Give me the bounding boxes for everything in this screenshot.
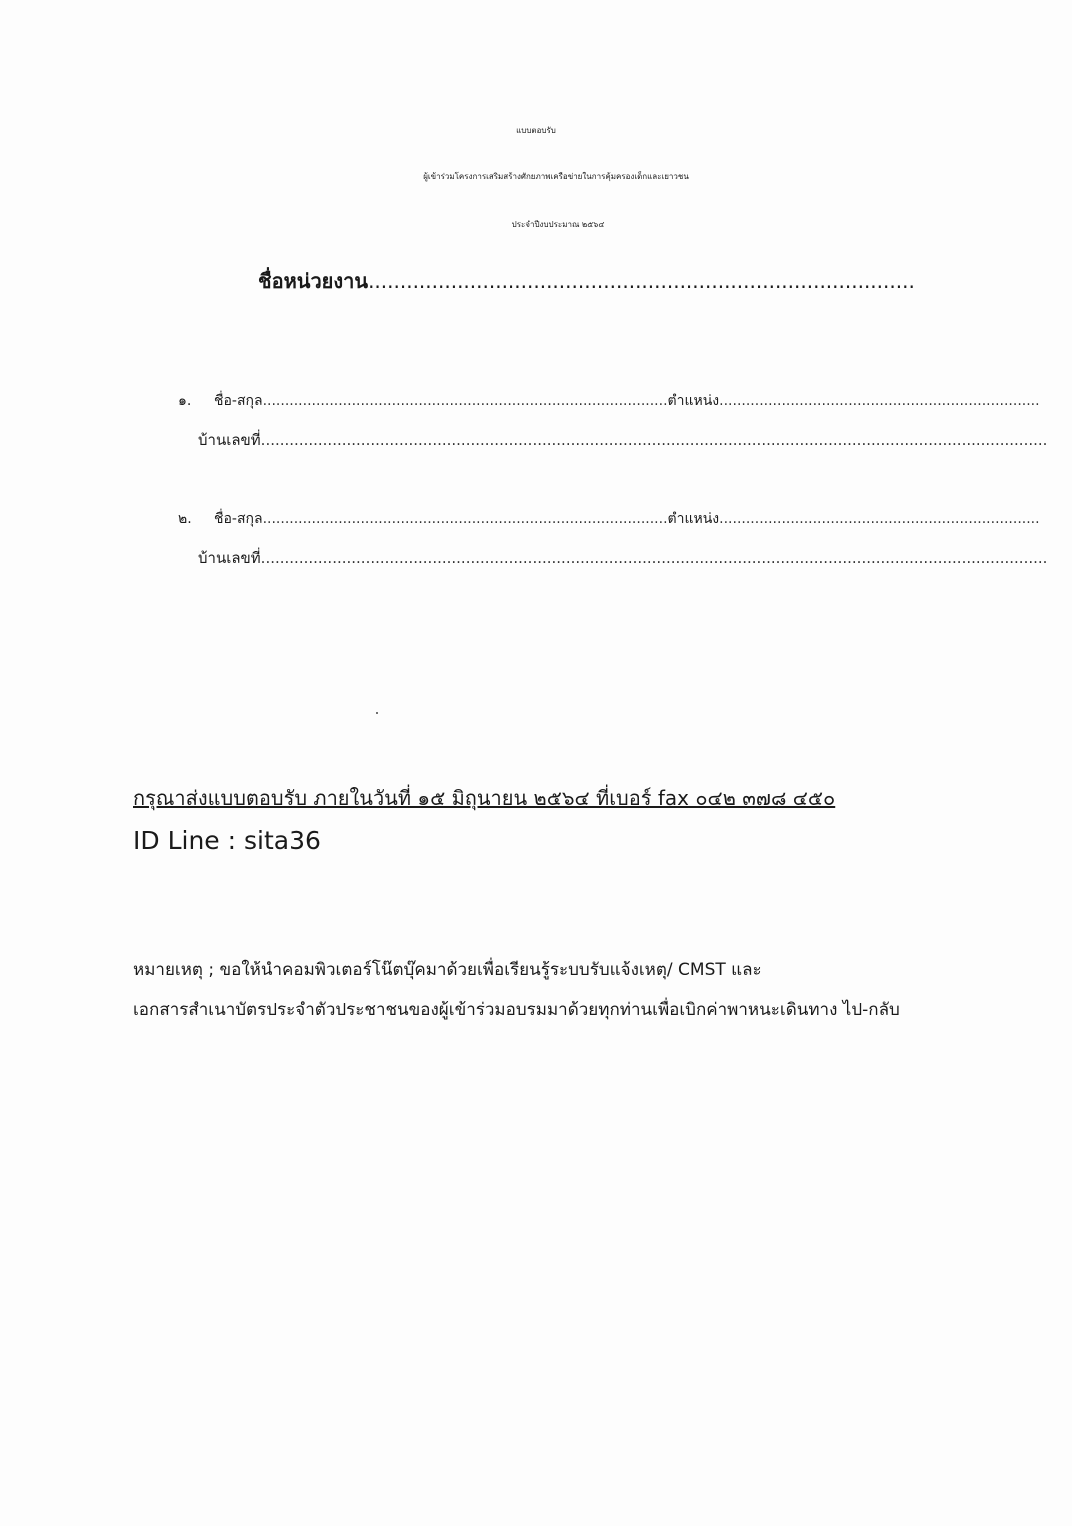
unit-name-field[interactable] xyxy=(258,265,915,297)
form-title: แบบตอบรับ xyxy=(516,126,556,135)
unit-name-label: ชื่อหน่วยงาน xyxy=(258,269,369,293)
participant-2-name-blank[interactable]: ........................................................................................... xyxy=(262,511,668,527)
participant-1-address-blank[interactable]: ..................................................................................................................................................................... xyxy=(260,431,1048,449)
submission-deadline: กรุณาส่งแบบตอบรับ ภายในวันที่ ๑๕ มิถุนายน ๒๕๖๔ ที่เบอร์ fax ๐๔๒ ๓๗๘ ๔๕๐ xyxy=(133,786,836,810)
participant-2-address-blank[interactable]: ..................................................................................................................................................................... xyxy=(260,549,1048,567)
scan-speck xyxy=(376,712,378,714)
participant-2-name-label: ชื่อ-สกุล xyxy=(214,511,263,527)
fiscal-year: ประจำปีงบประมาณ ๒๕๖๔ xyxy=(511,220,605,229)
unit-name-blank[interactable]: ...................................................................................... xyxy=(368,269,915,293)
participant-1-number: ๑. xyxy=(178,393,192,409)
participant-1-name-blank[interactable]: ........................................................................................... xyxy=(262,393,668,409)
participant-1-position-label: ตำแหน่ง xyxy=(667,393,720,409)
project-subtitle: ผู้เข้าร่วมโครงการเสริมสร้างศักยภาพเครือข่ายในการคุ้มครองเด็กและเยาวชน xyxy=(423,172,689,181)
participant-1-address-row xyxy=(198,428,1047,452)
participant-2-position-label: ตำแหน่ง xyxy=(667,511,720,527)
participant-1-position-blank[interactable]: ........................................................................ xyxy=(719,393,1040,409)
participant-1-name-label: ชื่อ-สกุล xyxy=(214,393,263,409)
participant-2-address-row xyxy=(198,546,1047,570)
participant-1-address-label: บ้านเลขที่ xyxy=(198,431,261,449)
participant-1-name-row xyxy=(178,390,1040,412)
note-line-2: เอกสารสำเนาบัตรประจำตัวประชาชนของผู้เข้าร่วมอบรมมาด้วยทุกท่านเพื่อเบิกค่าพาหนะเดินทาง ไป-กลับ xyxy=(133,1000,900,1020)
participant-2-name-row xyxy=(178,508,1040,530)
participant-2-number: ๒. xyxy=(178,511,192,527)
line-id-contact: ID Line : sita36 xyxy=(133,826,321,855)
participant-2-address-label: บ้านเลขที่ xyxy=(198,549,261,567)
note-line-1: หมายเหตุ ; ขอให้นำคอมพิวเตอร์โน๊ตบุ๊คมาด้วยเพื่อเรียนรู้ระบบรับแจ้งเหตุ/ CMST และ xyxy=(133,960,762,980)
participant-2-position-blank[interactable]: ........................................................................ xyxy=(719,511,1040,527)
